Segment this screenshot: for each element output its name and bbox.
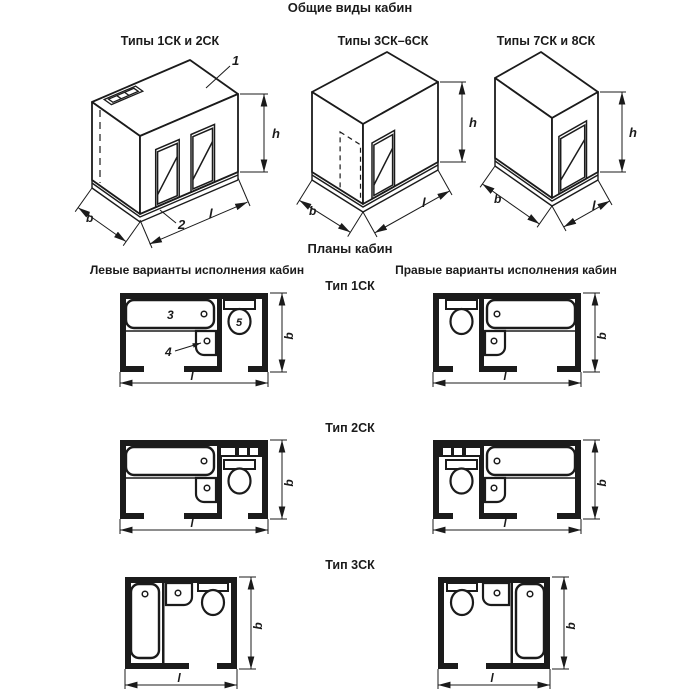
plan-1ck-right (425, 288, 610, 393)
dim-l (438, 669, 550, 689)
dim-b-label: b (309, 204, 317, 218)
dim-h (440, 82, 466, 162)
dim-h (240, 94, 268, 172)
callout-3: 3 (167, 308, 174, 322)
dim-l (433, 519, 581, 534)
dim-l-label: l (209, 206, 213, 221)
callout-5: 5 (236, 317, 243, 329)
plan-3ck-right (430, 572, 590, 700)
dim-l (125, 669, 237, 689)
cabin-type-a-title: Типы 1СК и 2СК (120, 34, 220, 48)
plan-type-2ck-label: Тип 2СК (325, 421, 375, 435)
dim-l (120, 372, 268, 387)
plan-type-1ck-label: Тип 1СК (325, 279, 375, 293)
dim-l-label: l (190, 516, 194, 530)
dim-l (120, 519, 268, 534)
dim-b-label: b (86, 211, 94, 225)
dim-l-label: l (490, 671, 494, 685)
dim-h (600, 92, 626, 172)
dim-h-label: h (469, 115, 477, 130)
dim-b-label: b (251, 622, 265, 630)
dim-l-label: l (177, 671, 181, 685)
isometric-cabin-7ck-8ck (478, 45, 653, 243)
callout-4: 4 (165, 345, 172, 359)
plan-3ck-left (117, 572, 277, 700)
isometric-cabin-3ck-6ck (290, 45, 480, 245)
dim-h-label: h (272, 126, 280, 141)
dim-b-label: b (564, 622, 578, 630)
callout-1: 1 (232, 53, 240, 68)
dim-b-label: b (282, 332, 296, 340)
dim-l-label: l (190, 369, 194, 383)
isometric-cabin-1ck-2ck (60, 50, 300, 250)
dim-b-label: b (282, 479, 296, 487)
dim-l-label: l (503, 369, 507, 383)
dim-l-label: l (422, 195, 426, 210)
dim-b-label: b (494, 192, 502, 206)
cabin-type-c-title: Типы 7СК и 8СК (496, 34, 596, 48)
sheet-title: Общие виды кабин (287, 0, 413, 15)
callout-2-leader (160, 210, 176, 223)
dim-l (433, 372, 581, 387)
dim-b-label: b (595, 332, 609, 340)
plans-title: Планы кабин (307, 241, 393, 256)
plan-2ck-right (425, 435, 610, 540)
plan-2ck-left (112, 435, 297, 540)
cabin-type-b-title: Типы 3СК–6СК (337, 34, 429, 48)
left-column-title: Левые варианты исполнения кабин (89, 263, 305, 277)
plan-type-3ck-label: Тип 3СК (325, 558, 375, 572)
plan-1ck-left (112, 288, 297, 393)
cabin-box (92, 60, 238, 214)
callout-2: 2 (178, 217, 186, 232)
dim-l-label: l (503, 516, 507, 530)
dim-b-label: b (595, 479, 609, 487)
dim-h-label: h (629, 125, 637, 140)
dim-l-label: l (592, 198, 596, 213)
right-column-title: Правые варианты исполнения кабин (395, 263, 617, 277)
